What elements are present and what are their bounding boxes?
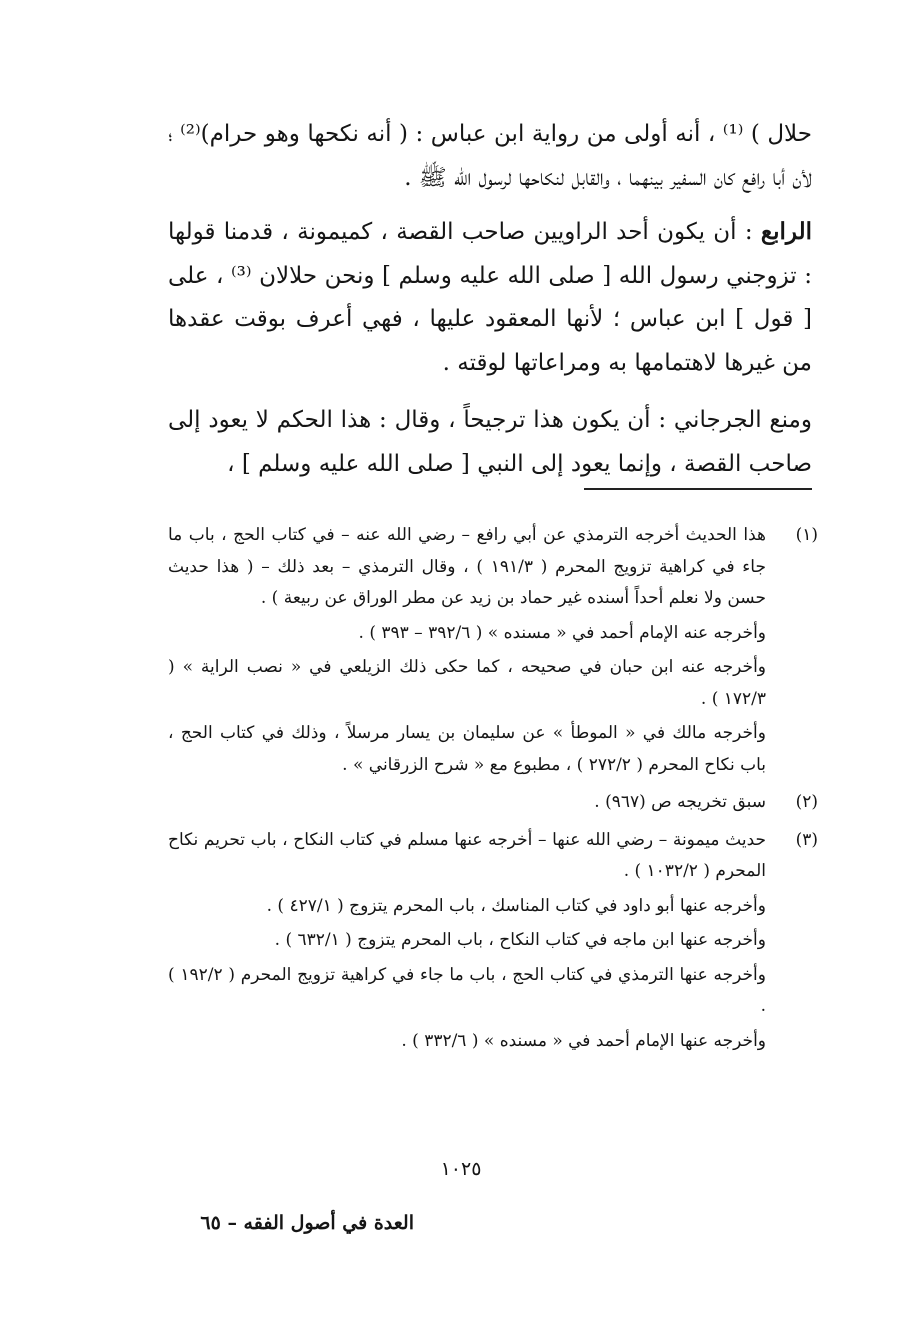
footnotes (168, 520, 818, 1057)
footnote-paragraph: وأخرجه مالك في « الموطأ » عن سليمان بن يسار مرسلاً ، وذلك في كتاب الحج ، باب نكاح المحرم ( ٢٧٢/٢ ) ، مطبوع مع « شرح الزرقاني » . (168, 723, 766, 775)
footnote-paragraph: وأخرجه عنها الترمذي في كتاب الحج ، باب ما جاء في كراهية تزويج المحرم ( ١٩٢/٢ ) . (168, 964, 766, 1016)
footnote-number: (١) (795, 525, 818, 545)
footnote-body (168, 520, 766, 781)
footnote-3 (168, 825, 818, 1058)
section-heading-word: الرابع (760, 218, 812, 245)
footnote-paragraph: وأخرجه عنها أبو داود في كتاب المناسك ، باب المحرم يتزوج ( ٤٢٧/١ ) . (266, 895, 766, 916)
page-number: ١٠٢٥ (440, 1158, 482, 1180)
paragraph-2: الرابع : أن يكون أحد الراويين صاحب القصة ، كميمونة ، قدمنا قولها : تزوجني رسول الله [ صلى الله عليه وسلم ] ونحن حلالان ⁽³⁾ ، على [ قول ] ابن عباس ؛ لأنها المعقود عليها ، فهي أعرف بوقت عقدها من غيرها لاهتمامها به ومراعاتها لوقته . (168, 218, 812, 376)
footnote-1 (168, 520, 818, 781)
footnote-paragraph: وأخرجه عنه ابن حبان في صحيحه ، كما حكى ذلك الزيلعي في « نصب الراية » ( ١٧٢/٣ ) . (168, 657, 766, 709)
main-text (168, 113, 812, 486)
footnote-paragraph: هذا الحديث أخرجه الترمذي عن أبي رافع – رضي الله عنه – في كتاب الحج ، باب ما جاء في كراهية تزويج المحرم ( ١٩١/٣ ) ، وقال الترمذي – بعد ذلك – ( هذا حديث حسن ولا نعلم أحداً أسنده غير حماد بن زيد عن مطر الوراق عن ربيعة ) . (168, 525, 766, 608)
paragraph-3: ومنع الجرجاني : أن يكون هذا ترجيحاً ، وقال : هذا الحكم لا يعود إلى صاحب القصة ، وإنما يعود إلى النبي [ صلى الله عليه وسلم ] ، (168, 407, 812, 477)
footnote-paragraph: وأخرجه عنه الإمام أحمد في « مسنده » ( ٣٩٢/٦ – ٣٩٣ ) . (358, 622, 766, 643)
footnote-body (168, 825, 766, 1058)
footnote-2 (168, 787, 818, 819)
paragraph-1: حلال ) ⁽¹⁾ ، أنه أولى من رواية ابن عباس : ( أنه نكحها وهو حرام)⁽²⁾ ؛ لأن أبا رافع كان السفير بينهما ، والقابل لنكاحها لرسول الله ﷺ . (168, 121, 813, 191)
footnote-number: (٣) (795, 829, 818, 850)
footnote-separator (584, 488, 812, 490)
footnote-paragraph: سبق تخريجه ص (٩٦٧) . (594, 792, 766, 812)
footnote-paragraph: وأخرجه عنها ابن ماجه في كتاب النكاح ، باب المحرم يتزوج ( ٦٣٢/١ ) . (274, 930, 766, 950)
footnote-body (168, 787, 766, 819)
footnote-paragraph: حديث ميمونة – رضي الله عنها – أخرجه عنها مسلم في كتاب النكاح ، باب تحريم نكاح المحرم ( ١٠٣٢/٢ ) . (168, 829, 766, 881)
book-signature: العدة في أصول الفقه – ٦٥ (200, 1212, 414, 1234)
footnote-number: (٢) (795, 792, 818, 812)
footnote-paragraph: وأخرجه عنها الإمام أحمد في « مسنده » ( ٣٣٢/٦ ) . (401, 1030, 766, 1051)
